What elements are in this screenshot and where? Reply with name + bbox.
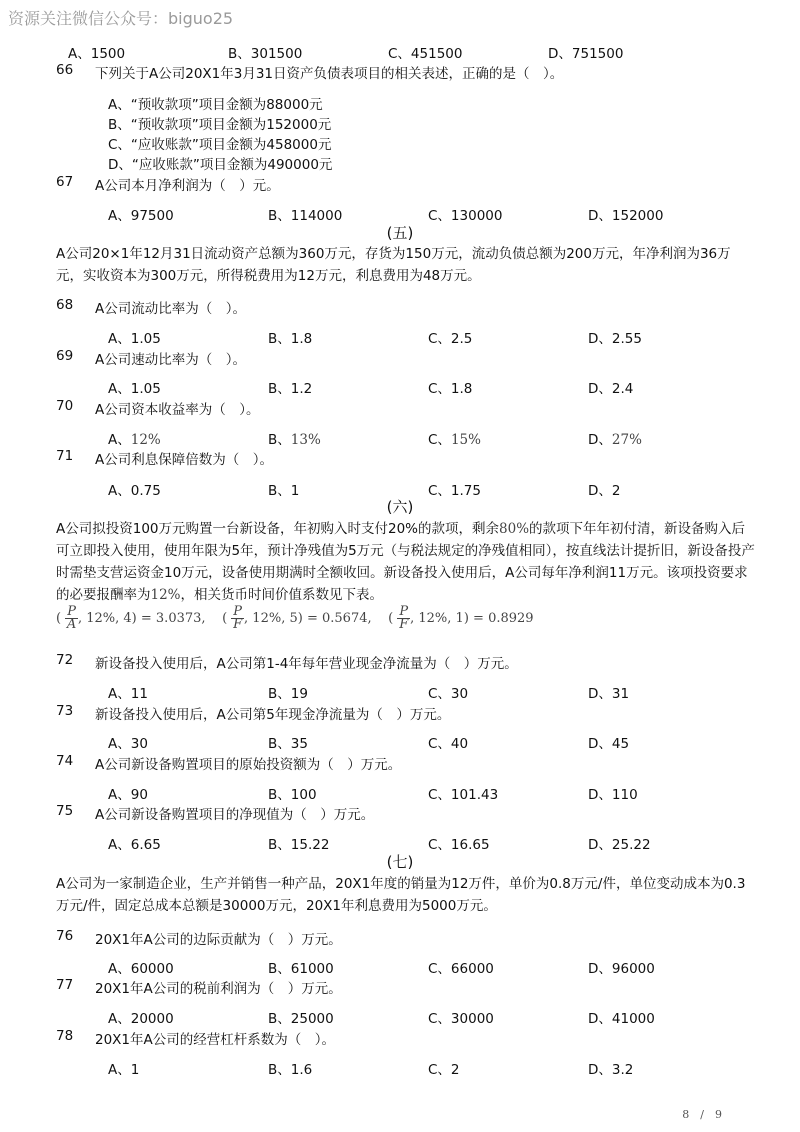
q69-text: A公司速动比率为（ ）。 (95, 352, 246, 368)
q77-option-b: B、25000 (268, 1011, 334, 1027)
q70-option-b (268, 428, 321, 448)
q70-option-a-label: A、 (108, 432, 131, 448)
q73-option-d: D、45 (588, 736, 630, 752)
section-7-paragraph: A公司为一家制造企业，生产并销售一种产品，20X1年度的销量为12万件，单价为0.8万元/件，单位变动成本为0.3万元/件，固定总成本总额是30000万元，20X1年利息费用为5000万元。 (56, 876, 746, 914)
q68-option-d: D、2.55 (588, 331, 642, 347)
section-6-rate: 80% (499, 521, 530, 537)
q77-text: 20X1年A公司的税前利润为（ ）万元。 (95, 981, 342, 997)
watermark-text: 资源关注微信公众号：biguo25 (8, 9, 234, 28)
q67-option-a: A、97500 (108, 208, 174, 224)
q74-option-c: C、101.43 (428, 787, 499, 803)
q75-number: 75 (56, 803, 74, 819)
q70-option-a-value: 12% (130, 432, 161, 448)
q71-text: A公司利息保障倍数为（ ）。 (95, 452, 273, 468)
q67-option-c: C、130000 (428, 208, 503, 224)
q75-option-d: D、25.22 (588, 837, 651, 853)
q78-number: 78 (56, 1028, 74, 1044)
q66-option-a: A、“预收款项”项目金额为88000元 (108, 97, 323, 113)
q70-option-c (428, 428, 481, 448)
q68-number: 68 (56, 297, 74, 313)
section-6-title: (六) (386, 498, 414, 516)
q74-option-a: A、90 (108, 787, 148, 803)
q76-option-b: B、61000 (268, 961, 334, 977)
q74-text: A公司新设备购置项目的原始投资额为（ ）万元。 (95, 757, 402, 773)
q68-option-c: C、2.5 (428, 331, 473, 347)
q70-option-d (588, 428, 642, 448)
q70-option-d-label: D、 (588, 432, 612, 448)
q75-option-b: B、15.22 (268, 837, 330, 853)
section-5-title: (五) (386, 224, 414, 242)
q70-option-a (108, 428, 161, 448)
q70-number: 70 (56, 398, 74, 414)
q73-number: 73 (56, 703, 74, 719)
q72-number: 72 (56, 652, 74, 668)
q75-option-a: A、6.65 (108, 837, 161, 853)
q78-option-d: D、3.2 (588, 1062, 634, 1078)
q70-option-b-value: 13% (290, 432, 321, 448)
q70-text: A公司资本收益率为（ ）。 (95, 402, 260, 418)
section-5-paragraph: A公司20×1年12月31日流动资产总额为360万元，存货为150万元，流动负债总额为200万元，年净利润为36万元，实收资本为300万元，所得税费用为12万元，利息费用为48万元。 (56, 246, 731, 284)
q76-option-d: D、96000 (588, 961, 655, 977)
q75-text: A公司新设备购置项目的净现值为（ ）万元。 (95, 807, 375, 823)
q66-number: 66 (56, 62, 74, 78)
q78-text: 20X1年A公司的经营杠杆系数为（ ）。 (95, 1032, 336, 1048)
q77-option-c: C、30000 (428, 1011, 494, 1027)
q74-number: 74 (56, 753, 74, 769)
formula-1: ( $\frac{P}{A}$ , 12%, 4) = 3.0373, (56, 604, 206, 632)
section-7-title: (七) (386, 853, 414, 871)
q77-number: 77 (56, 977, 74, 993)
q66-option-c: C、“应收账款”项目金额为458000元 (108, 137, 332, 153)
q75-option-c: C、16.65 (428, 837, 490, 853)
q76-option-a: A、60000 (108, 961, 174, 977)
q66-text: 下列关于A公司20X1年3月31日资产负债表项目的相关表述，正确的是（ ）。 (95, 66, 564, 82)
q69-option-c: C、1.8 (428, 381, 473, 397)
q72-option-c: C、30 (428, 686, 469, 702)
q77-option-a: A、20000 (108, 1011, 174, 1027)
q67-option-d: D、152000 (588, 208, 664, 224)
formula-2: ( $\frac{P}{F}$ , 12%, 5) = 0.5674, (222, 604, 372, 632)
q65-option-d: D、751500 (548, 46, 624, 62)
q71-option-c: C、1.75 (428, 483, 481, 499)
q72-option-d: D、31 (588, 686, 630, 702)
q74-option-d: D、110 (588, 787, 638, 803)
section-6-text-3: ，相关货币时间价值系数见下表。 (180, 587, 384, 603)
q70-option-c-value: 15% (450, 432, 481, 448)
q72-option-a: A、11 (108, 686, 148, 702)
q65-option-a: A、1500 (68, 46, 126, 62)
q68-option-b: B、1.8 (268, 331, 313, 347)
q70-option-d-value: 27% (611, 432, 642, 448)
q78-option-c: C、2 (428, 1062, 460, 1078)
q73-option-c: C、40 (428, 736, 469, 752)
q68-text: A公司流动比率为（ ）。 (95, 301, 246, 317)
q78-option-a: A、1 (108, 1062, 140, 1078)
q76-number: 76 (56, 928, 74, 944)
q68-option-a: A、1.05 (108, 331, 161, 347)
q72-option-b: B、19 (268, 686, 308, 702)
q76-text: 20X1年A公司的边际贡献为（ ）万元。 (95, 932, 342, 948)
section-6-required-return: 12% (150, 587, 181, 603)
q67-number: 67 (56, 174, 74, 190)
q66-option-b: B、“预收款项”项目金额为152000元 (108, 117, 332, 133)
q69-option-a: A、1.05 (108, 381, 161, 397)
q71-option-d: D、2 (588, 483, 621, 499)
page-number: 8 / 9 (682, 1108, 722, 1121)
time-value-factors (56, 606, 534, 631)
q65-option-c: C、451500 (388, 46, 463, 62)
q73-text: 新设备投入使用后，A公司第5年现金净流量为（ ）万元。 (95, 707, 451, 723)
q69-option-b: B、1.2 (268, 381, 313, 397)
q72-text: 新设备投入使用后，A公司第1-4年每年营业现金净流量为（ ）万元。 (95, 656, 518, 672)
q67-text: A公司本月净利润为（ ）元。 (95, 178, 280, 194)
q78-option-b: B、1.6 (268, 1062, 313, 1078)
section-6-text-1: A公司拟投资100万元购置一台新设备，年初购入时支付20%的款项，剩余 (56, 521, 500, 537)
q65-option-b: B、301500 (228, 46, 303, 62)
section-6-text-2: 的款项下年年初付清，新设备购入后可立即投入使用，使用年限为5年，预计净残值为5万元（与税法规定的净残值相同），按直线法计提折旧，新设备投产时需垫支营运资金10万元，设备使用期满时全额收回。新设备投入使用后，A公司每年净利润11万元。该项投资要求的必要报酬率为 (56, 521, 755, 603)
q70-option-c-label: C、 (428, 432, 451, 448)
q73-option-b: B、35 (268, 736, 308, 752)
q77-option-d: D、41000 (588, 1011, 655, 1027)
q69-option-d: D、2.4 (588, 381, 634, 397)
q73-option-a: A、30 (108, 736, 148, 752)
q70-option-b-label: B、 (268, 432, 291, 448)
q71-option-a: A、0.75 (108, 483, 161, 499)
q76-option-c: C、66000 (428, 961, 494, 977)
section-6-paragraph (56, 518, 756, 606)
q67-option-b: B、114000 (268, 208, 343, 224)
q71-option-b: B、1 (268, 483, 300, 499)
q66-option-d: D、“应收账款”项目金额为490000元 (108, 157, 333, 173)
q69-number: 69 (56, 348, 74, 364)
q71-number: 71 (56, 448, 74, 464)
q74-option-b: B、100 (268, 787, 317, 803)
formula-3: ( $\frac{P}{F}$ , 12%, 1) = 0.8929 (388, 604, 534, 632)
